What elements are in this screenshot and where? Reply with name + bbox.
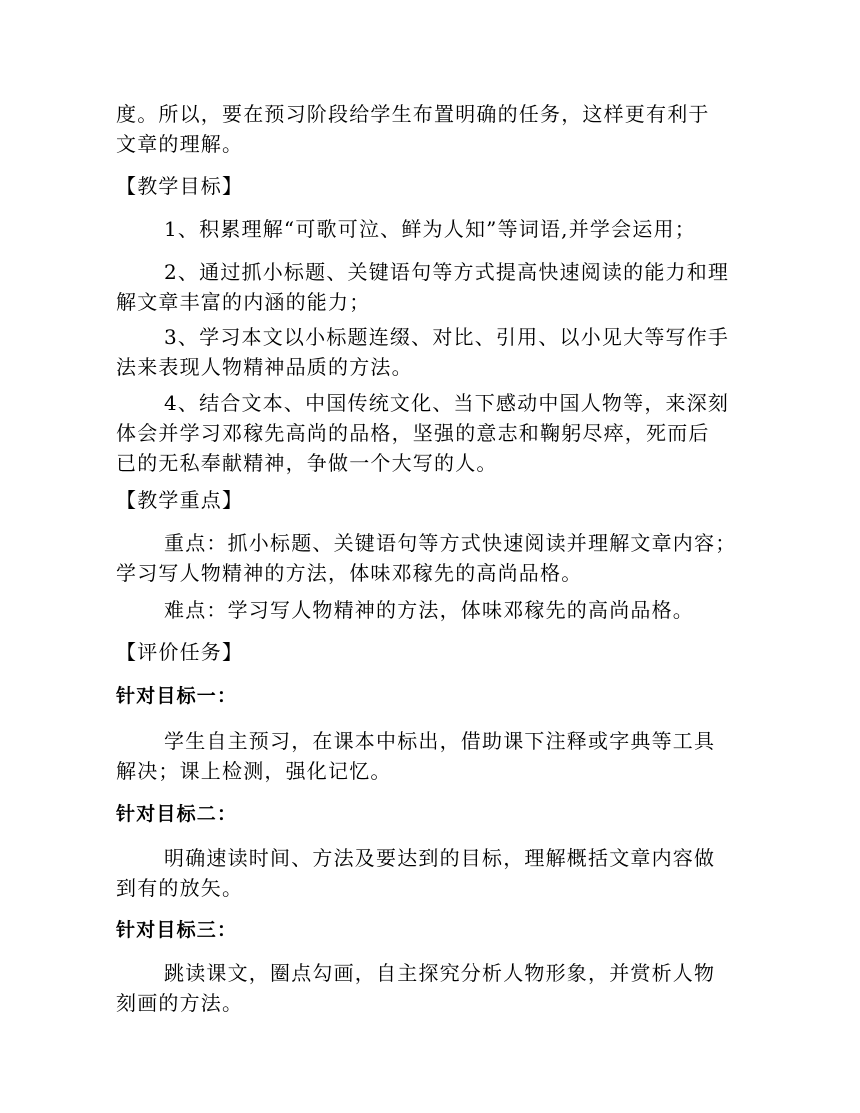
text-line: 学生自主预习，在课本中标出，借助课下注释或字典等工具 [164,729,716,753]
text-line: 体会并学习邓稼先高尚的品格，坚强的意志和鞠躬尽瘁，死而后 [116,421,710,445]
text-line: 3、学习本文以小标题连缀、对比、引用、以小见大等写作手 [164,325,730,349]
text-line: 难点：学习写人物精神的方法，体味邓稼先的高尚品格。 [164,598,694,622]
text-line: 已的无私奉献精神，争做一个大写的人。 [116,451,498,475]
text-line: 解文章丰富的内涵的能力； [116,290,371,314]
section-heading-teaching-goals: 【教学目标】 [116,174,244,198]
text-line: 跳读课文，圈点勾画，自主探究分析人物形象，并赏析人物 [164,961,716,985]
text-line: 文章的理解。 [116,132,244,156]
text-line: 刻画的方法。 [116,991,244,1015]
subheading-goal-two: 针对目标二： [116,803,238,825]
subheading-goal-three: 针对目标三： [116,919,238,941]
text-line: 解决；课上检测，强化记忆。 [116,759,392,783]
text-line: 2、通过抓小标题、关键语句等方式提高快速阅读的能力和理 [164,260,730,284]
text-line: 4、结合文本、中国传统文化、当下感动中国人物等，来深刻 [164,391,730,415]
section-heading-evaluation-tasks: 【评价任务】 [116,640,244,664]
text-line: 学习写人物精神的方法，体味邓稼先的高尚品格。 [116,561,583,585]
text-line: 1、积累理解“可歌可泣、鲜为人知”等词语,并学会运用； [164,217,696,241]
section-heading-teaching-focus: 【教学重点】 [116,488,244,512]
text-line: 法来表现人物精神品质的方法。 [116,355,413,379]
text-line: 到有的放矢。 [116,876,244,900]
text-line: 明确速读时间、方法及要达到的目标，理解概括文章内容做 [164,846,716,870]
text-line: 重点：抓小标题、关键语句等方式快速阅读并理解文章内容； [164,531,737,555]
text-line: 度。所以，要在预习阶段给学生布置明确的任务，这样更有利于 [116,102,710,126]
subheading-goal-one: 针对目标一： [116,685,238,707]
